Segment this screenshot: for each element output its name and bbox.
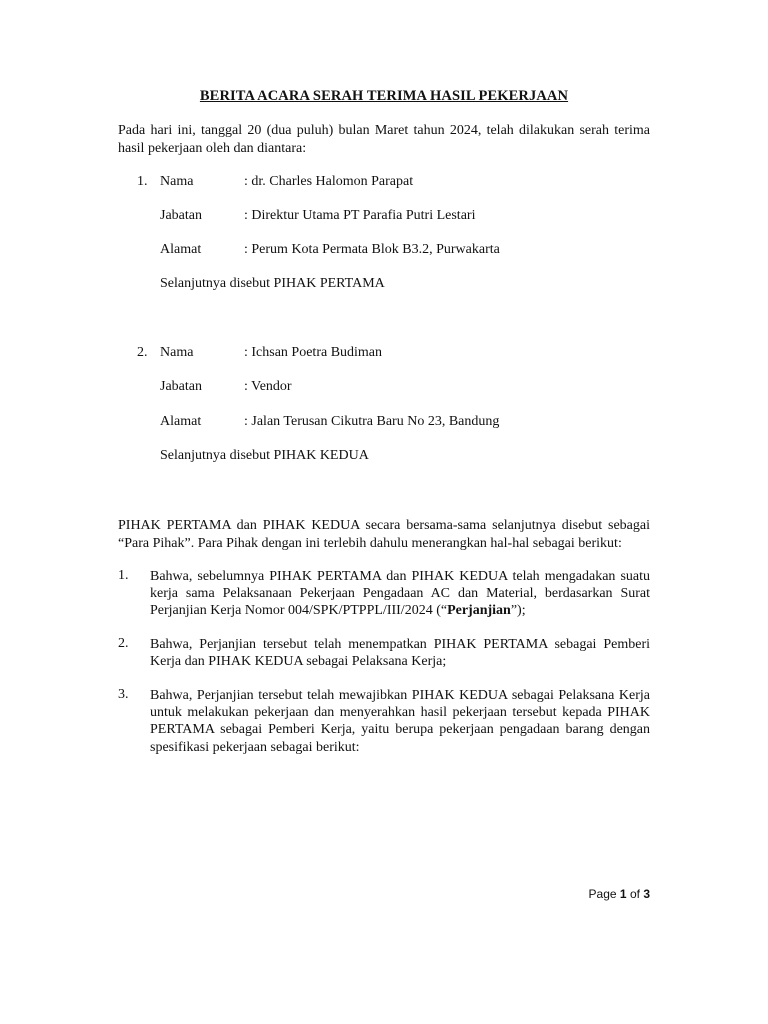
party-name-label: Nama: [160, 174, 194, 189]
party-address-label: Alamat: [160, 242, 202, 257]
clause-number: 3.: [118, 687, 129, 702]
clause-text-part: ”);: [510, 603, 526, 619]
party-name-row: [0, 174, 768, 192]
clause-text: [150, 568, 650, 620]
clause-text: Bahwa, Perjanjian tersebut telah mewajibkan PIHAK KEDUA sebagai Pelaksana Kerja untuk melakukan pekerjaan dan menyerahkan hasil pekerjaan tersebut kepada PIHAK PERTAMA sebagai Pemberi Kerja, yaitu berupa pekerjaan pengadaan barang dengan spesifikasi pekerjaan sebagai berikut:: [150, 688, 650, 755]
party-address-label: Alamat: [160, 414, 202, 429]
party-address-value: : Perum Kota Permata Blok B3.2, Purwakarta: [244, 242, 500, 257]
party-position-value: : Direktur Utama PT Parafia Putri Lestari: [244, 208, 476, 223]
party-name-value: : dr. Charles Halomon Parapat: [244, 174, 414, 189]
party-note-row: [0, 448, 768, 466]
of-word: of: [629, 887, 640, 901]
party-position-label: Jabatan: [160, 208, 202, 223]
clause-number: 2.: [118, 636, 129, 651]
party-note-row: [0, 276, 768, 294]
document-title: BERITA ACARA SERAH TERIMA HASIL PEKERJAAN: [199, 88, 569, 104]
party-address-value: : Jalan Terusan Cikutra Baru No 23, Bandung: [244, 414, 500, 429]
intro-paragraph: Pada hari ini, tanggal 20 (dua puluh) bulan Maret tahun 2024, telah dilakukan serah terima hasil pekerjaan oleh dan diantara:: [118, 123, 650, 156]
party-note: Selanjutnya disebut PIHAK PERTAMA: [160, 276, 385, 291]
clause-defined-term: Perjanjian: [447, 603, 511, 619]
party-address-row: [0, 414, 768, 432]
party-position-label: Jabatan: [160, 379, 202, 394]
party-address-row: [0, 242, 768, 260]
current-page-number: 1: [619, 887, 627, 901]
para-pihak-paragraph: PIHAK PERTAMA dan PIHAK KEDUA secara bersama-sama selanjutnya disebut sebagai “Para Pihak”. Para Pihak dengan ini terlebih dahulu menerangkan hal-hal sebagai berikut:: [118, 518, 650, 551]
party-note: Selanjutnya disebut PIHAK KEDUA: [160, 448, 369, 463]
party-position-row: [0, 208, 768, 226]
party-name-value: : Ichsan Poetra Budiman: [244, 345, 383, 360]
page-word: Page: [588, 887, 617, 901]
party-position-value: : Vendor: [244, 379, 292, 394]
party-name-label: Nama: [160, 345, 194, 360]
clause-text-part: Bahwa, sebelumnya PIHAK PERTAMA dan PIHAK KEDUA telah mengadakan suatu kerja sama Pelaksanaan Pekerjaan Pengadaan AC dan Material, berdasarkan Surat Perjanjian Kerja Nomor 004/SPK/PTPPL/III/2024 (“: [150, 569, 650, 619]
party-number: 2.: [137, 345, 148, 360]
party-name-row: [0, 345, 768, 363]
party-number: 1.: [137, 174, 148, 189]
clause-text: Bahwa, Perjanjian tersebut telah menempatkan PIHAK PERTAMA sebagai Pemberi Kerja dan PIHAK KEDUA sebagai Pelaksana Kerja;: [150, 637, 650, 670]
party-position-row: [0, 379, 768, 397]
page-number-footer: [560, 887, 650, 901]
clause-number: 1.: [118, 568, 129, 583]
total-pages-number: 3: [643, 887, 650, 901]
